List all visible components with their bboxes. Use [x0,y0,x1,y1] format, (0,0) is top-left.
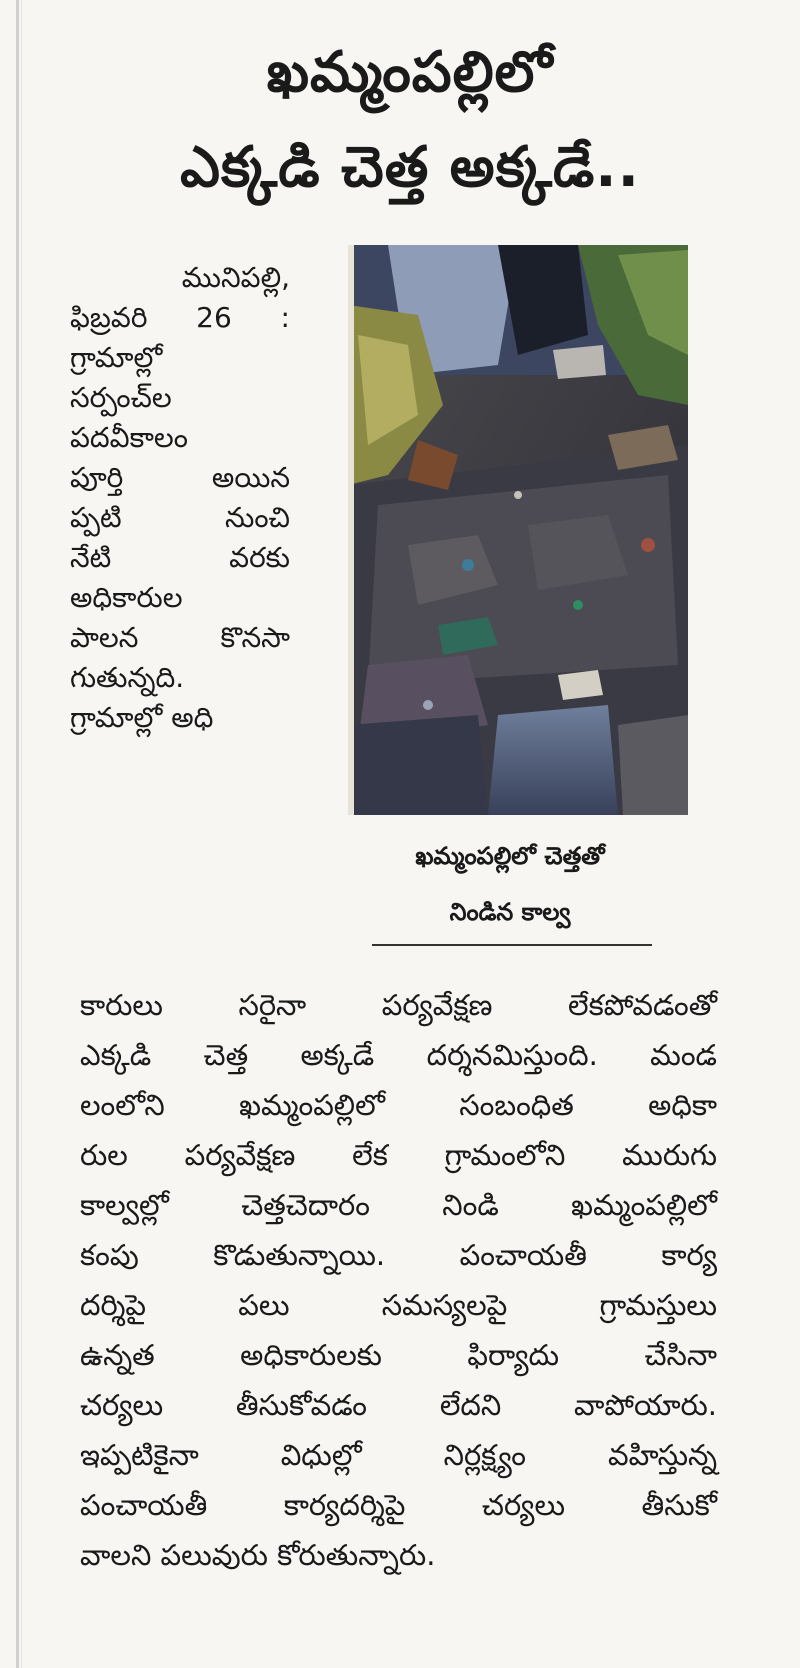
caption-divider [372,944,652,946]
narrow-line: గుతున్నది. [70,661,185,694]
photo-caption-line-1: ఖమ్మంపల్లిలో చెత్తతో [415,842,605,870]
narrow-line: గ్రామాల్లో [70,341,163,374]
body-line: ఇప్పటికైనా విధుల్లో నిర్లక్ష్యం వహిస్తున్న [80,1438,717,1472]
body-line: లంలోని ఖమ్మంపల్లిలో సంబంధిత అధికా [80,1088,717,1122]
article-body [80,980,717,1580]
headline-line-2: ఎక్కడి చెత్త అక్కడే.. [180,135,640,200]
body-line: వాలని పలువురు కోరుతున్నారు. [80,1538,436,1572]
page-border-rule [16,0,19,1668]
headline-line-1: ఖమ్మంపల్లిలో [266,40,554,105]
dateline-place: మునిపల్లి, [181,261,290,294]
body-line: దర్శిపై పలు సమస్యలపై గ్రామస్తులు [80,1288,717,1322]
page-border-rule-inner [21,0,22,1668]
photo-caption-line-2: నిండిన కాల్వ [449,898,571,926]
news-photo-garbage-drain [348,245,688,815]
narrow-line: పదవీకాలం [70,421,188,454]
narrow-line: నేటి వరకు [70,541,290,574]
narrow-line: పాలన కొనసా [70,621,290,654]
narrow-line: సర్పంచ్‌ల [70,381,172,414]
body-line: చర్యలు తీసుకోవడం లేదని వాపోయారు. [80,1388,717,1422]
body-line: రుల పర్యవేక్షణ లేక గ్రామంలోని మురుగు [80,1138,717,1172]
body-line: కాల్వల్లో చెత్తచెదారం నిండి ఖమ్మంపల్లిలో [80,1188,717,1222]
photo-illustration [348,245,688,815]
narrow-line: గ్రామాల్లో అధి [70,701,214,734]
body-line: కారులు సరైనా పర్యవేక్షణ లేకపోవడంతో [80,988,717,1022]
body-line: కంపు కొడుతున్నాయి. పంచాయతీ కార్య [80,1238,717,1272]
narrow-line: అధికారుల [70,581,183,614]
dateline-date: ఫిబ్రవరి 26 : [70,301,290,334]
narrow-column [70,258,290,738]
narrow-line: ప్పటి నుంచి [70,501,290,534]
body-line: పంచాయతీ కార్యదర్శిపై చర్యలు తీసుకో [80,1488,717,1522]
narrow-line: పూర్తి అయిన [70,461,290,494]
body-line: ఎక్కడి చెత్త అక్కడే దర్శనమిస్తుంది. మండ [80,1038,717,1072]
body-line: ఉన్నత అధికారులకు ఫిర్యాదు చేసినా [80,1338,717,1372]
